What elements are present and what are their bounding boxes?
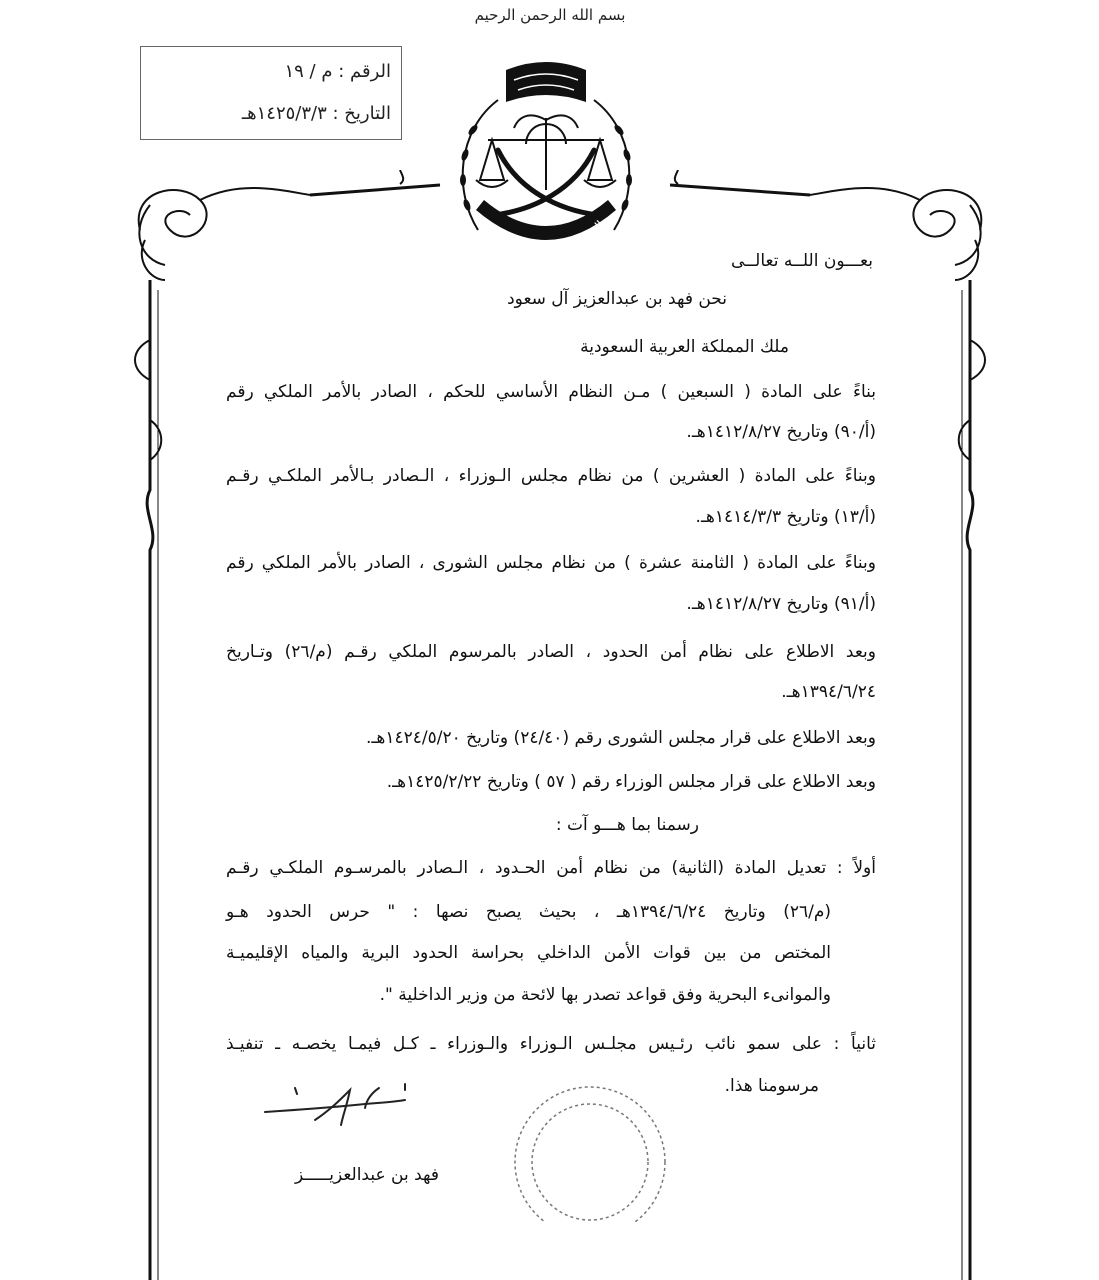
reference-box	[140, 46, 402, 140]
decree-line: وبناءً على المادة ( العشرين ) من نظام مجلس الـوزراء ، الـصادر بـالأمر الملكـي رقـم	[226, 466, 876, 486]
emblem-inscription: المملكة العربية السعودية	[483, 218, 609, 257]
decree-line: رسمنا بما هـــو آت :	[555, 815, 699, 835]
decree-line: وبعد الاطلاع على قرار مجلس الشورى رقم (٢٤/٤٠) وتاريخ ١٤٢٤/٥/٢٠هـ.	[365, 728, 876, 748]
king-name: نحن فهد بن عبدالعزيز آل سعود	[507, 289, 727, 309]
decree-line: مرسومنا هذا.	[724, 1076, 819, 1096]
decree-line: والموانىء البحرية وفق قواعد تصدر بها لائحة من وزير الداخلية ".	[379, 985, 831, 1005]
reference-date: التاريخ : ١٤٢٥/٣/٣هـ	[241, 103, 391, 124]
decree-line: بناءً على المادة ( السبعين ) مـن النظام الأساسي للحكم ، الصادر بالأمر الملكي رقم	[226, 382, 876, 402]
decree-line: (م/٢٦) وتاريخ ١٣٩٤/٦/٢٤هـ ، بحيث يصبح نصها : " حرس الحدود هـو	[226, 902, 832, 922]
decree-line: وبناءً على المادة ( الثامنة عشرة ) من نظام مجلس الشورى ، الصادر بالأمر الملكي رقم	[226, 553, 876, 573]
kingdom-emblem	[428, 40, 664, 276]
decree-line: (أ/١٣) وتاريخ ١٤١٤/٣/٣هـ.	[695, 507, 876, 527]
decree-line: (أ/٩٠) وتاريخ ١٤١٢/٨/٢٧هـ.	[686, 422, 876, 442]
decree-line: وبعد الاطلاع على نظام أمن الحدود ، الصادر بالمرسوم الملكي رقـم (م/٢٦) وتـاريخ	[226, 642, 876, 662]
handwritten-signature	[255, 1080, 455, 1150]
decree-line: أولاً : تعديل المادة (الثانية) من نظام أمن الحـدود ، الـصادر بالمرسـوم الملكـي رقـم	[226, 858, 876, 878]
signatory-name: فهد بن عبدالعزيـــــز	[294, 1165, 439, 1185]
decree-line: ثانياً : على سمو نائب رئـيس مجلـس الـوزراء والـوزراء ـ كـل فيمـا يخصـه ـ تنفيـذ	[226, 1034, 876, 1054]
basmala-heading: بسم الله الرحمن الرحيم	[474, 6, 626, 24]
decree-line: (أ/٩١) وتاريخ ١٤١٢/٨/٢٧هـ.	[686, 594, 876, 614]
decree-line: وبعد الاطلاع على قرار مجلس الوزراء رقم ( ٥٧ ) وتاريخ ١٤٢٥/٢/٢٢هـ.	[386, 772, 876, 792]
king-title: ملك المملكة العربية السعودية	[580, 337, 789, 357]
decree-line: المختص من بين قوات الأمن الداخلي بحراسة الحدود البرية والمياه الإقليميـة	[226, 943, 831, 963]
decree-line: ١٣٩٤/٦/٢٤هـ.	[781, 682, 876, 702]
invocation: بعـــون اللــه تعالــى	[731, 251, 873, 271]
stamp-seal	[480, 1082, 700, 1222]
reference-number: الرقم : م / ١٩	[284, 61, 391, 82]
